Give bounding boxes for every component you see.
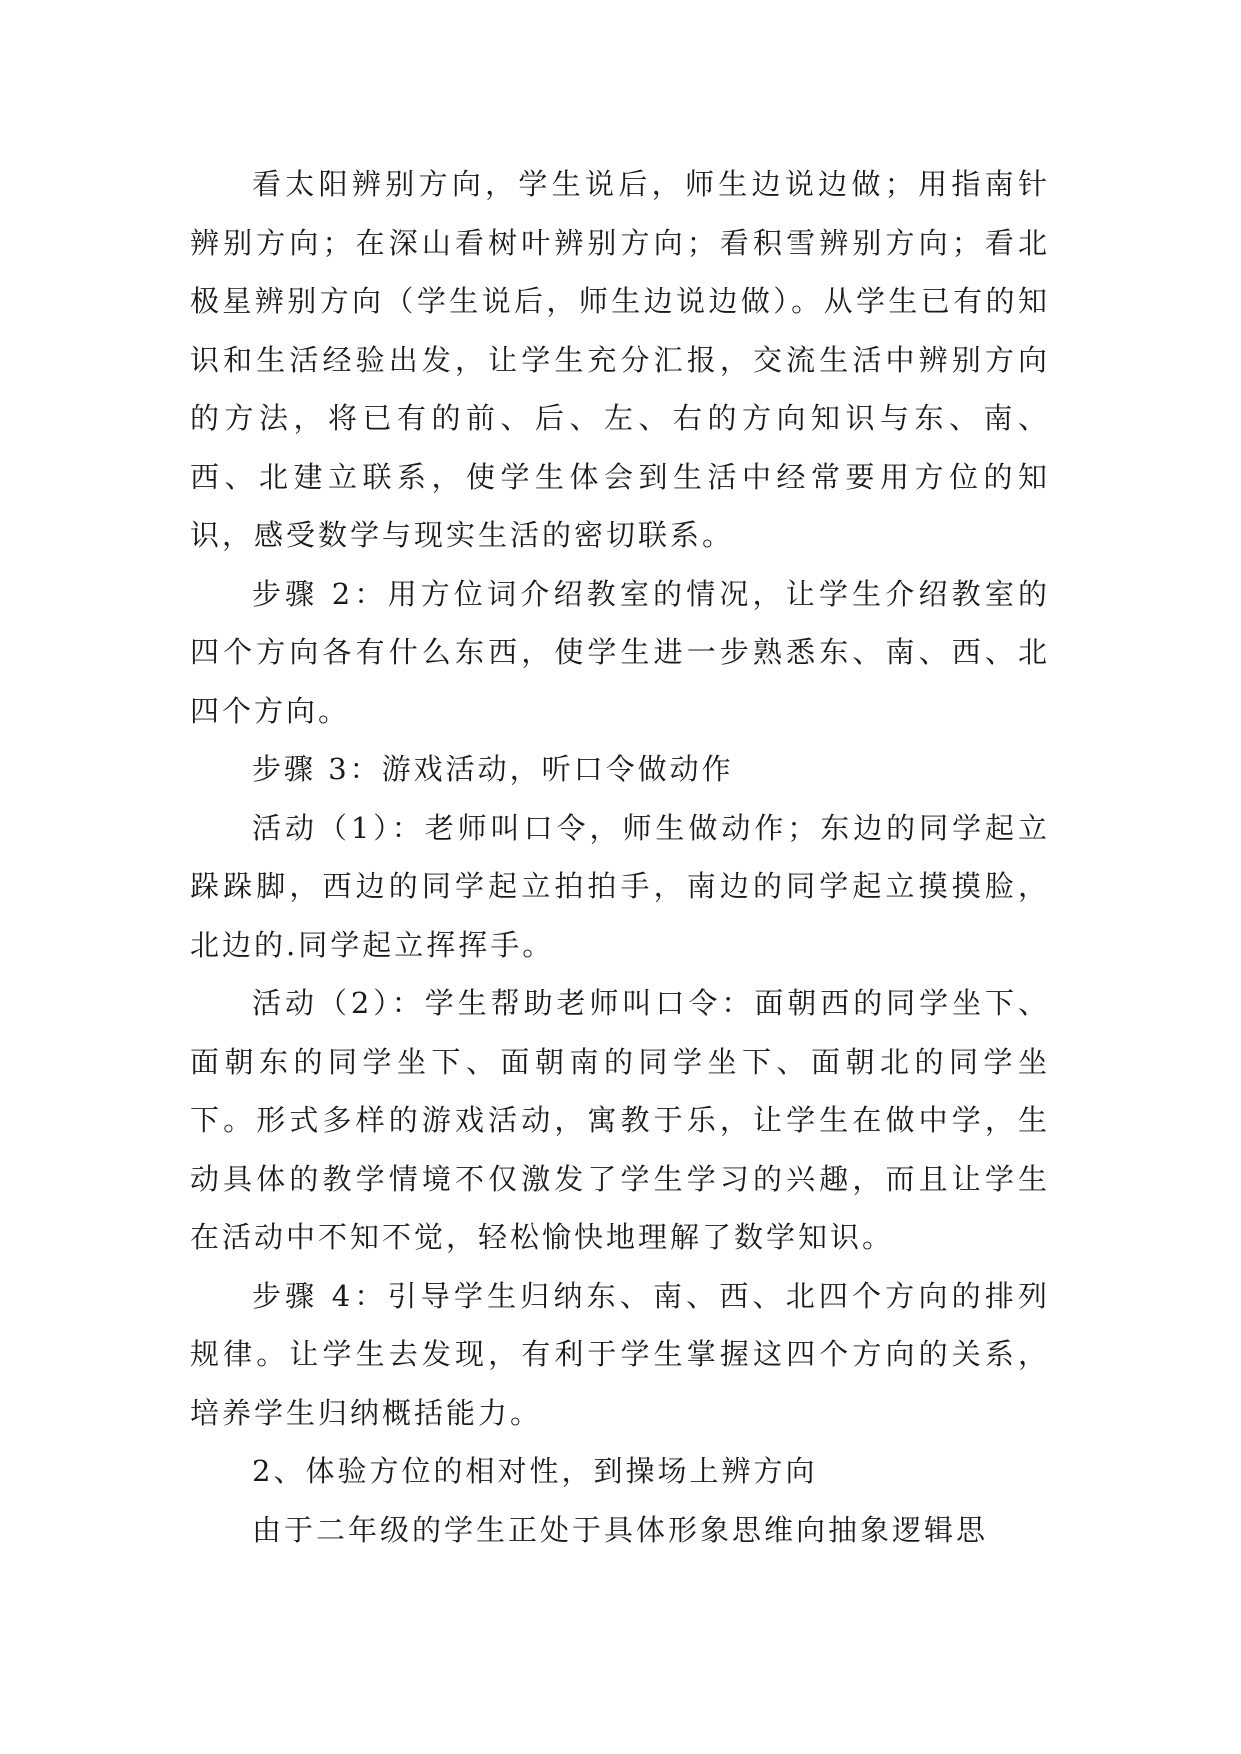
paragraph-8: 由于二年级的学生正处于具体形象思维向抽象逻辑思: [252, 1512, 989, 1547]
paragraph-7: 2、体验方位的相对性，到操场上辨方向: [252, 1454, 818, 1488]
paragraph-3: 步骤 3：游戏活动，听口令做动作: [252, 752, 734, 786]
paragraph-4: 活动（1）：老师叫口令，师生做动作；东边的同学起立跺跺脚，西边的同学起立拍拍手，南边的同学起立摸摸脸，北边的.同学起立挥挥手。: [190, 810, 1050, 962]
paragraph-2: 步骤 2：用方位词介绍教室的情况，让学生介绍教室的四个方向各有什么东西，使学生进一步熟悉东、南、西、北四个方向。: [190, 576, 1050, 728]
paragraph-1: 看太阳辨别方向，学生说后，师生边说边做；用指南针辨别方向；在深山看树叶辨别方向；看积雪辨别方向；看北极星辨别方向（学生说后，师生边说边做）。从学生已有的知识和生活经验出发，让学生充分汇报，交流生活中辨别方向的方法，将已有的前、后、左、右的方向知识与东、南、西、北建立联系，使学生体会到生活中经常要用方位的知识，感受数学与现实生活的密切联系。: [190, 167, 1050, 552]
paragraph-5: 活动（2）：学生帮助老师叫口令：面朝西的同学坐下、面朝东的同学坐下、面朝南的同学坐下、面朝北的同学坐下。形式多样的游戏活动，寓教于乐，让学生在做中学，生动具体的教学情境不仅激发了学生学习的兴趣，而且让学生在活动中不知不觉，轻松愉快地理解了数学知识。: [190, 986, 1050, 1254]
document-body: [190, 155, 1050, 1559]
paragraph-6: 步骤 4：引导学生归纳东、南、西、北四个方向的排列规律。让学生去发现，有利于学生掌握这四个方向的关系，培养学生归纳概括能力。: [190, 1278, 1050, 1430]
